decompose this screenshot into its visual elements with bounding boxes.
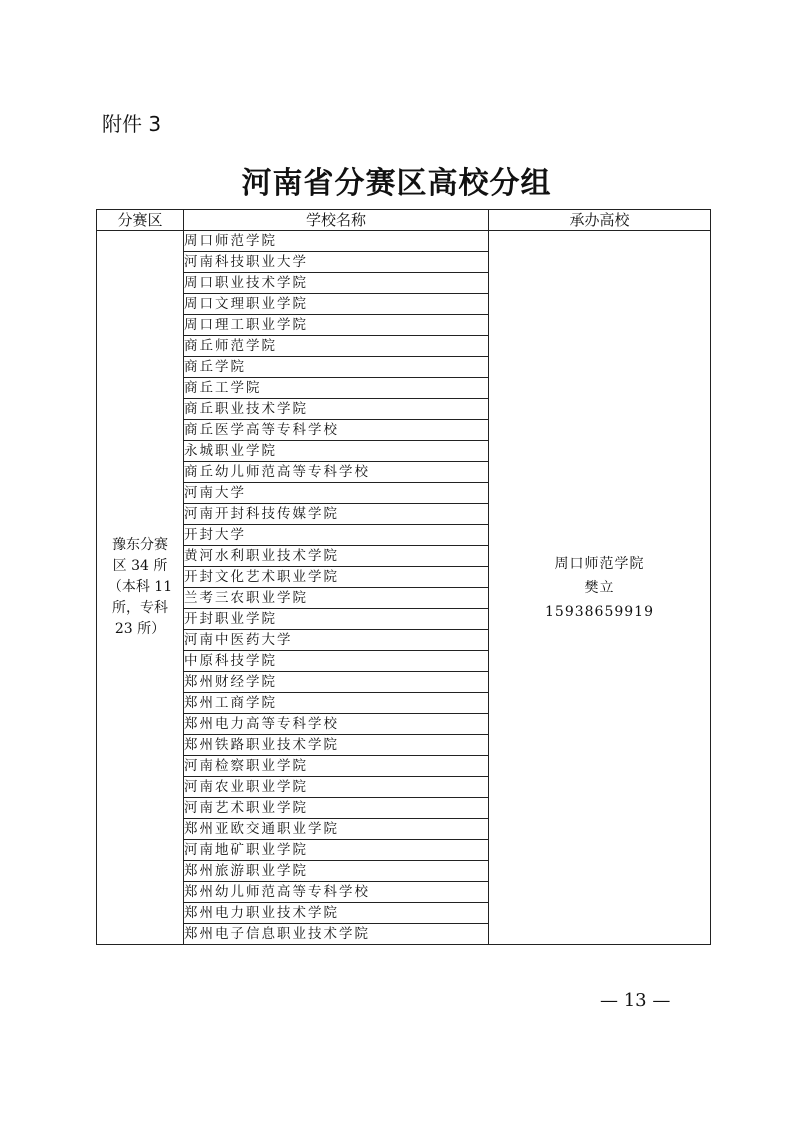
header-host-school: 承办高校 bbox=[489, 210, 711, 231]
school-name-cell: 商丘职业技术学院 bbox=[184, 399, 489, 420]
school-name-cell: 河南中医药大学 bbox=[184, 630, 489, 651]
school-name-cell: 河南开封科技传媒学院 bbox=[184, 504, 489, 525]
region-line: （本科 11 bbox=[107, 579, 173, 595]
table-row bbox=[97, 231, 711, 252]
school-name-cell: 开封文化艺术职业学院 bbox=[184, 567, 489, 588]
school-name-cell: 兰考三农职业学院 bbox=[184, 588, 489, 609]
school-name-cell: 郑州电子信息职业技术学院 bbox=[184, 924, 489, 945]
school-name-cell: 商丘医学高等专科学校 bbox=[184, 420, 489, 441]
school-name-cell: 商丘幼儿师范高等专科学校 bbox=[184, 462, 489, 483]
page-title: 河南省分赛区高校分组 bbox=[241, 166, 552, 201]
attachment-label: 附件 3 bbox=[102, 112, 162, 136]
school-name-cell: 郑州财经学院 bbox=[184, 672, 489, 693]
host-school-name: 周口师范学院 bbox=[554, 555, 645, 572]
header-region: 分赛区 bbox=[97, 210, 184, 231]
host-contact-phone: 15938659919 bbox=[545, 603, 654, 620]
school-name-cell: 河南科技职业大学 bbox=[184, 252, 489, 273]
school-name-cell: 永城职业学院 bbox=[184, 441, 489, 462]
region-line: 23 所） bbox=[114, 621, 166, 637]
school-name-cell: 河南检察职业学院 bbox=[184, 756, 489, 777]
header-school-name: 学校名称 bbox=[184, 210, 489, 231]
region-line: 区 34 所 bbox=[112, 558, 168, 574]
page-number: — 13 — bbox=[600, 990, 671, 1011]
host-cell bbox=[489, 231, 711, 945]
school-name-cell: 中原科技学院 bbox=[184, 651, 489, 672]
school-name-cell: 郑州旅游职业学院 bbox=[184, 861, 489, 882]
school-grouping-table bbox=[96, 209, 711, 945]
region-cell bbox=[97, 231, 184, 945]
region-line: 所，专科 bbox=[112, 600, 168, 616]
school-name-cell: 商丘工学院 bbox=[184, 378, 489, 399]
host-contact-name: 樊立 bbox=[584, 579, 615, 596]
table-body bbox=[97, 231, 711, 945]
school-name-cell: 周口师范学院 bbox=[184, 231, 489, 252]
school-name-cell: 开封职业学院 bbox=[184, 609, 489, 630]
school-name-cell: 商丘学院 bbox=[184, 357, 489, 378]
school-name-cell: 郑州亚欧交通职业学院 bbox=[184, 819, 489, 840]
school-name-cell: 黄河水利职业技术学院 bbox=[184, 546, 489, 567]
school-name-cell: 开封大学 bbox=[184, 525, 489, 546]
school-name-cell: 周口职业技术学院 bbox=[184, 273, 489, 294]
school-name-cell: 周口理工职业学院 bbox=[184, 315, 489, 336]
school-name-cell: 周口文理职业学院 bbox=[184, 294, 489, 315]
school-name-cell: 河南艺术职业学院 bbox=[184, 798, 489, 819]
school-name-cell: 河南大学 bbox=[184, 483, 489, 504]
school-name-cell: 郑州电力高等专科学校 bbox=[184, 714, 489, 735]
region-line: 豫东分赛 bbox=[112, 537, 168, 553]
table-header-row bbox=[97, 210, 711, 231]
school-name-cell: 郑州铁路职业技术学院 bbox=[184, 735, 489, 756]
school-name-cell: 郑州幼儿师范高等专科学校 bbox=[184, 882, 489, 903]
school-name-cell: 河南地矿职业学院 bbox=[184, 840, 489, 861]
school-name-cell: 商丘师范学院 bbox=[184, 336, 489, 357]
school-name-cell: 河南农业职业学院 bbox=[184, 777, 489, 798]
school-name-cell: 郑州工商学院 bbox=[184, 693, 489, 714]
school-name-cell: 郑州电力职业技术学院 bbox=[184, 903, 489, 924]
